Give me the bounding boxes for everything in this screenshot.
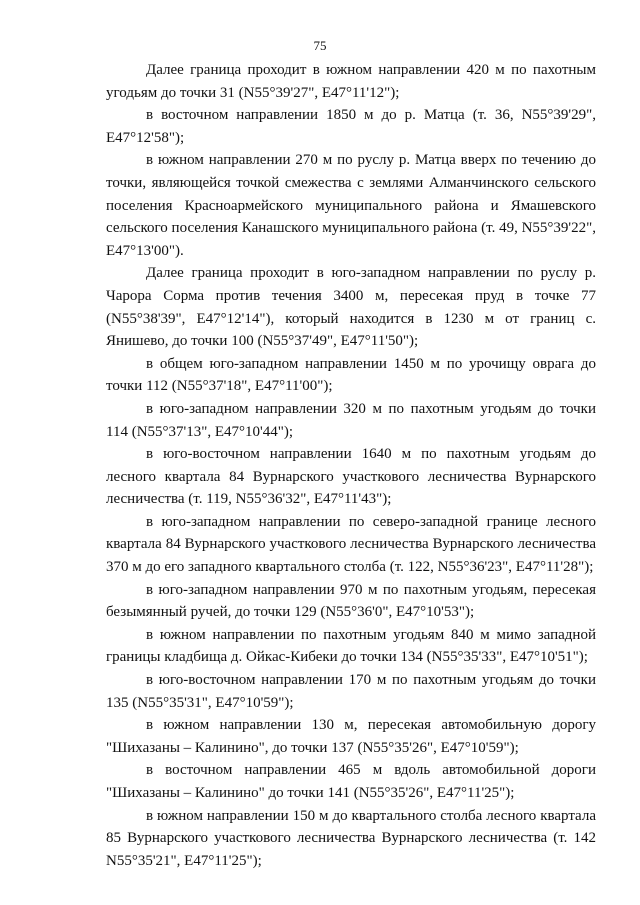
- paragraph: в общем юго-западном направлении 1450 м по урочищу оврага до точки 112 (N55°37'18", E47°11'00");: [106, 355, 596, 395]
- paragraph: в юго-восточном направлении 170 м по пахотным угодьям до точки 135 (N55°35'31", E47°10'59");: [106, 672, 596, 711]
- page-number: 75: [313, 38, 327, 53]
- paragraph: в южном направлении по пахотным угодьям 840 м мимо западной границы кладбища д. Ойкас-Кибеки до точки 134 (N55°35'33", E47°10'51");: [106, 626, 596, 666]
- paragraph: в южном направлении 130 м, пересекая автомобильную дорогу "Шихазаны – Калинино", до точки 137 (N55°35'26", E47°10'59");: [106, 717, 596, 756]
- paragraph: Далее граница проходит в юго-западном направлении по руслу р. Чарора Сорма против течения 3400 м, пересекая пруд в точке 77 (N55°38'39", E47°12'14"), который находится в 1230 м от границ с. Янишево, до точки 100 (N55°37'49", E47°11'50");: [106, 265, 596, 350]
- paragraph: в юго-западном направлении 970 м по пахотным угодьям, пересекая безымянный ручей, до точки 129 (N55°36'0", E47°10'53");: [106, 581, 596, 621]
- paragraph: в южном направлении 150 м до квартального столба лесного квартала 85 Вурнарского участкового лесничества Вурнарского лесничества (т. 142 N55°35'21", E47°11'25");: [106, 807, 596, 869]
- paragraph: в юго-восточном направлении 1640 м по пахотным угодьям до лесного квартала 84 Вурнарского участкового лесничества Вурнарского лесничества (т. 119, N55°36'32", E47°11'43");: [106, 446, 596, 508]
- paragraph: в юго-западном направлении 320 м по пахотным угодьям до точки 114 (N55°37'13", E47°10'44");: [106, 400, 596, 440]
- paragraph: в южном направлении 270 м по руслу р. Матца вверх по течению до точки, являющейся точкой смежества с землями Алманчинского сельского поселения Красноармейского муниципального района и Ямашевского сельского поселения Канашского муниципального района (т. 49, N55°39'22", E47°13'00").: [106, 152, 596, 259]
- paragraph: в восточном направлении 465 м вдоль автомобильной дороги "Шихазаны – Калинино" до точки 141 (N55°35'26", E47°11'25");: [106, 762, 596, 801]
- paragraph: в юго-западном направлении по северо-западной границе лесного квартала 84 Вурнарского участкового лесничества Вурнарского лесничества 370 м до его западного квартального столба (т. 122, N55°36'23", E47°11'28");: [106, 513, 596, 576]
- document-body: [106, 59, 596, 872]
- paragraph: Далее граница проходит в южном направлении 420 м по пахотным угодьям до точки 31 (N55°39'27", E47°11'12");: [106, 62, 596, 101]
- paragraph: в восточном направлении 1850 м до р. Матца (т. 36, N55°39'29", E47°12'58");: [106, 107, 596, 146]
